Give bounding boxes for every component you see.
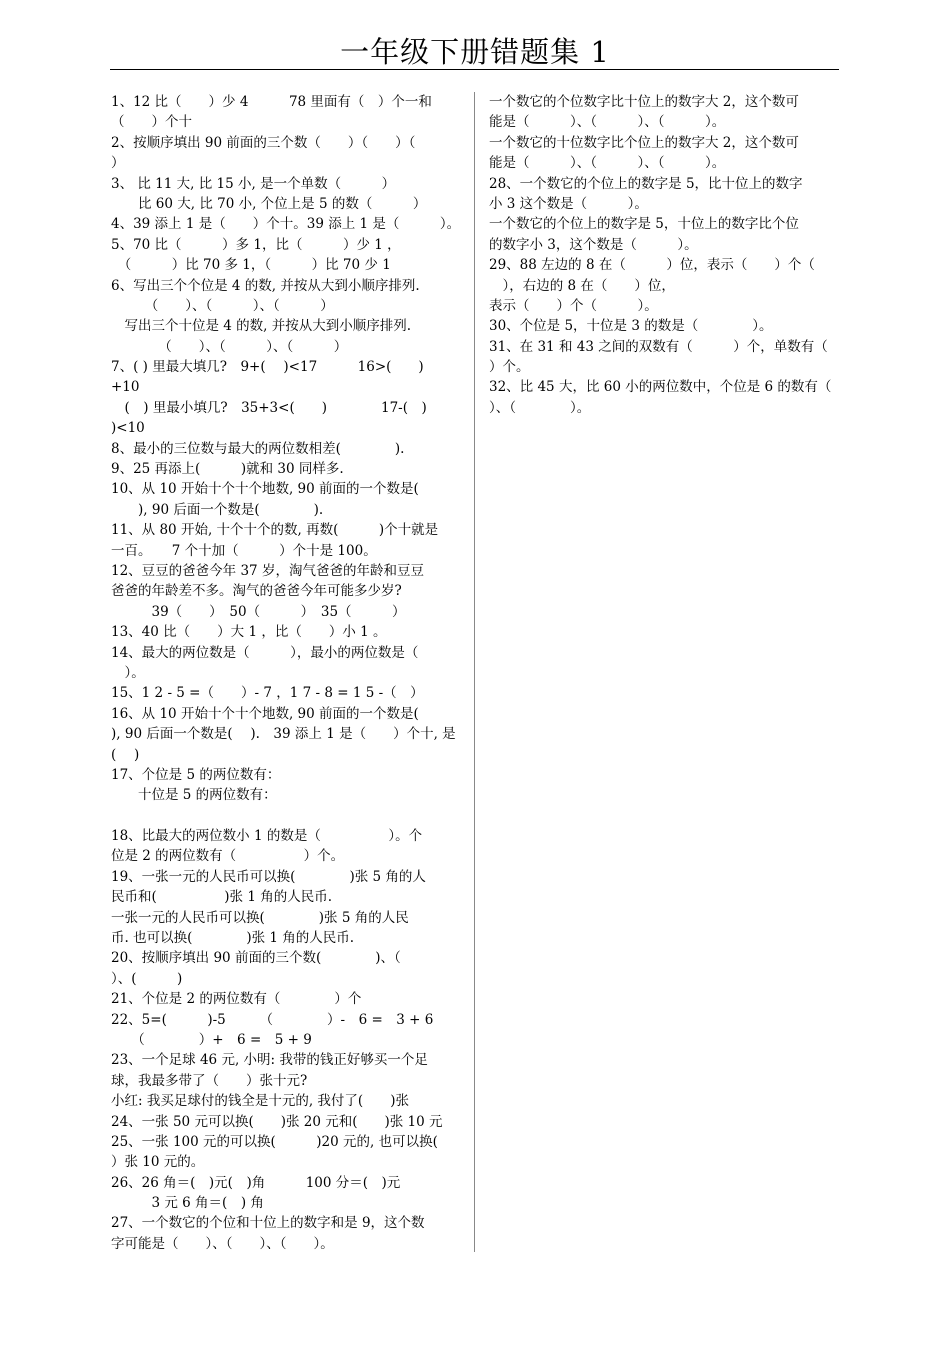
left-column-line: ）。 — [111, 664, 145, 681]
left-column-line: ）、( ) — [111, 970, 183, 987]
left-column-line: 写出三个十位是 4 的数, 并按从大到小顺序排列. — [111, 318, 412, 335]
left-column-line: （ ）、（ ）、（ ） — [111, 297, 334, 314]
left-column-line: ） — [111, 155, 125, 172]
left-column-line: 25、一张 100 元的可以换( )20 元的, 也可以换( — [111, 1133, 438, 1150]
left-column-line: 爸爸的年龄差不多。淘气的爸爸今年可能多少岁? — [111, 583, 402, 600]
left-column-line: +10 — [111, 379, 140, 396]
left-column-line: 5、70 比（ ）多 1，比（ ）少 1 ， — [111, 236, 401, 253]
left-column — [111, 92, 463, 1254]
right-column-line: ）、（ ）。 — [489, 399, 591, 416]
right-column-line: 能是（ ）、（ ）、（ ）。 — [489, 155, 726, 172]
right-column-line: 表示（ ）个（ ）。 — [489, 297, 658, 314]
left-column-line: 3 元 6 角＝( ) 角 — [111, 1195, 264, 1212]
left-column-line: 8、最小的三位数与最大的两位数相差( ). — [111, 440, 405, 457]
left-column-line: 小红: 我买足球付的钱全是十元的, 我付了( )张 — [111, 1093, 409, 1110]
left-column-line: 21、个位是 2 的两位数有（ ）个 — [111, 991, 362, 1008]
left-column-line: 6、写出三个个位是 4 的数, 并按从大到小顺序排列. — [111, 277, 420, 294]
left-column-line: （ ）+ 6 = 5 + 9 — [111, 1031, 312, 1048]
right-column-line: 的数字小 3，这个数是（ ）。 — [489, 236, 698, 253]
left-column-line: 22、5=( )-5 （ ）- 6 = 3 + 6 — [111, 1011, 434, 1028]
right-column — [489, 92, 841, 418]
right-column-line: 32、比 45 大，比 60 小的两位数中，个位是 6 的数有（ — [489, 379, 832, 396]
left-column-line: 11、从 80 开始, 十个十个的数, 再数( )个十就是 — [111, 522, 439, 539]
right-column-line: 31、在 31 和 43 之间的双数有（ ）个，单数有（ — [489, 338, 828, 355]
left-column-line: 比 60 大, 比 70 小, 个位上是 5 的数（ ） — [111, 195, 427, 212]
right-column-line: 一个数它的个位数字比十位上的数字大 2，这个数可 — [489, 94, 799, 110]
left-column-line — [111, 806, 463, 826]
left-column-line: 23、一个足球 46 元, 小明: 我带的钱正好够买一个足 — [111, 1052, 428, 1069]
right-column-line: ），右边的 8 在（ ）位， — [489, 277, 675, 294]
right-column-line: ）个。 — [489, 359, 530, 376]
right-column-line: 能是（ ）、（ ）、（ ）。 — [489, 114, 726, 131]
left-column-line: 14、最大的两位数是（ ），最小的两位数是（ — [111, 644, 419, 661]
left-column-line: 7、( ) 里最大填几? 9+( )<17 16>( ) — [111, 359, 424, 376]
left-column-line: ( ) 里最小填几? 35+3<( ) 17-( ) — [111, 399, 427, 416]
left-column-line: 12、豆豆的爸爸今年 37 岁，淘气爸爸的年龄和豆豆 — [111, 562, 424, 579]
left-column-line: 币. 也可以换( )张 1 角的人民币. — [111, 930, 355, 947]
left-column-line: 26、26 角＝( )元( )角 100 分＝( )元 — [111, 1174, 401, 1191]
left-column-line: 3、 比 11 大, 比 15 小, 是一个单数（ ） — [111, 175, 396, 192]
left-column-line: 27、一个数它的个位和十位上的数字和是 9，这个数 — [111, 1215, 425, 1232]
left-column-line: 18、比最大的两位数小 1 的数是（ ）。个 — [111, 828, 423, 845]
right-column-line: 一个数它的十位数字比个位上的数字大 2，这个数可 — [489, 134, 799, 151]
left-column-line: ), 90 后面一个数是( ). 39 添上 1 是（ ）个十, 是 — [111, 726, 456, 743]
left-column-line: 24、一张 50 元可以换( )张 20 元和( )张 10 元 — [111, 1113, 443, 1130]
page-title: 一年级下册错题集 1 — [340, 35, 610, 69]
left-column-line: 民币和( )张 1 角的人民币. — [111, 889, 332, 906]
left-column-line: 一百。 7 个十加（ ）个十是 100。 — [111, 542, 377, 559]
left-column-line: 9、25 再添上( )就和 30 同样多. — [111, 461, 344, 478]
left-column-line: 10、从 10 开始十个十个地数, 90 前面的一个数是( — [111, 481, 419, 498]
left-column-line: （ ）、（ ）、（ ） — [111, 338, 348, 355]
left-column-line: 位是 2 的两位数有（ ）个。 — [111, 848, 345, 865]
right-column-line: 30、个位是 5，十位是 3 的数是（ ）。 — [489, 318, 773, 335]
left-column-line: 19、一张一元的人民币可以换( )张 5 角的人 — [111, 868, 426, 885]
title-underline — [110, 69, 839, 70]
left-column-line: 球，我最多带了（ ）张十元? — [111, 1072, 308, 1089]
left-column-line: ), 90 后面一个数是( ). — [111, 501, 324, 518]
left-column-line: 1、12 比（ ）少 4 78 里面有（ ）个一和 — [111, 94, 432, 110]
right-column-line: 小 3 这个数是（ ）。 — [489, 195, 648, 212]
left-column-line: （ ）个十 — [111, 114, 192, 131]
left-column-line: （ ）比 70 多 1，（ ）比 70 少 1 — [111, 257, 391, 274]
left-column-line: 十位是 5 的两位数有： — [111, 787, 277, 804]
right-column-line: 29、88 左边的 8 在（ ）位，表示（ ）个（ — [489, 257, 815, 274]
left-column-line: ）张 10 元的。 — [111, 1154, 205, 1171]
left-column-line: 字可能是（ ）、（ ）、（ ）。 — [111, 1235, 334, 1252]
left-column-line: 39（ ） 50（ ） 35（ ） — [111, 603, 406, 620]
left-column-line: 20、按顺序填出 90 前面的三个数( )、（ — [111, 950, 401, 967]
left-column-line: 13、40 比（ ）大 1 ，比（ ）小 1 。 — [111, 624, 387, 641]
left-column-line: 2、按顺序填出 90 前面的三个数（ ）（ ）（ — [111, 134, 416, 151]
right-column-line: 一个数它的个位上的数字是 5，十位上的数字比个位 — [489, 216, 799, 233]
left-column-line: 16、从 10 开始十个十个地数, 90 前面的一个数是( — [111, 705, 419, 722]
left-column-line: )<10 — [111, 420, 145, 437]
left-column-line: 15、1 2 - 5 =（ ）- 7 ，1 7 - 8 = 1 5 -（ ） — [111, 685, 424, 702]
left-column-line: ( ) — [111, 746, 140, 763]
left-column-line: 4、39 添上 1 是（ ）个十。39 添上 1 是（ ）。 — [111, 216, 461, 233]
left-column-line: 17、个位是 5 的两位数有： — [111, 766, 281, 783]
right-column-line: 28、一个数它的个位上的数字是 5，比十位上的数字 — [489, 175, 803, 192]
left-column-line: 一张一元的人民币可以换( )张 5 角的人民 — [111, 909, 409, 926]
column-divider — [474, 92, 475, 1252]
